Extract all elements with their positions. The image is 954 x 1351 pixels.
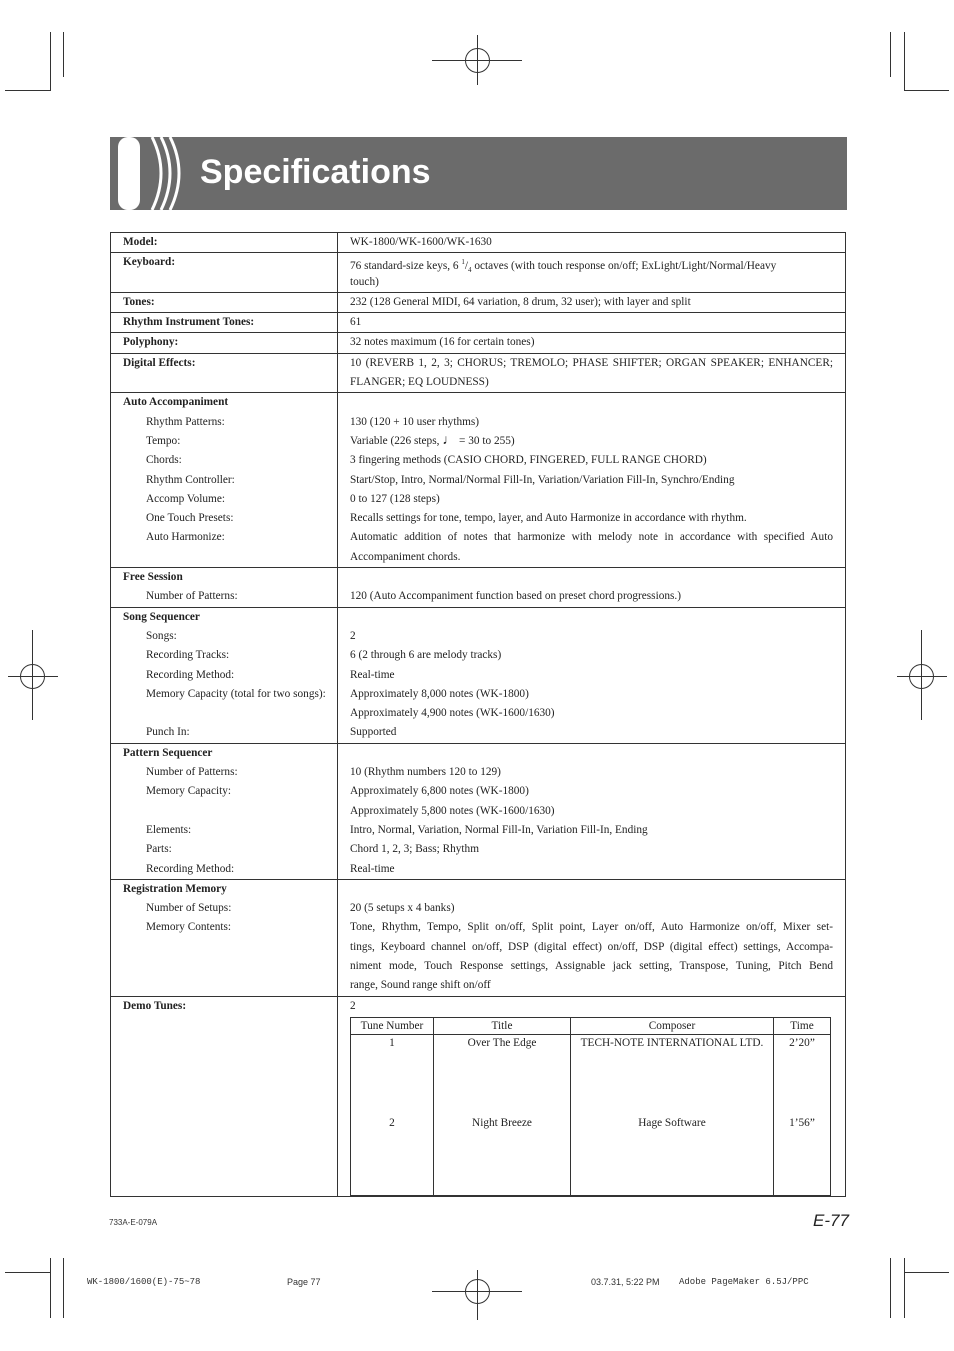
tune-time-cell: 1’56” — [774, 1115, 831, 1196]
table-row — [111, 743, 846, 879]
tune-composer-cell: TECH-NOTE INTERNATIONAL LTD. — [571, 1034, 774, 1115]
spec-label-auto-harmonize: Auto Harmonize: — [146, 531, 225, 544]
column-header-title: Title — [434, 1017, 571, 1034]
tempo-text-a: Variable (226 steps, — [350, 434, 443, 447]
spacer — [338, 568, 845, 587]
spec-value-memory-capacity: Approximately 8,000 notes (WK-1800) — [350, 687, 529, 700]
spec-value-tempo — [338, 432, 845, 451]
spec-label-ps-capacity: Memory Capacity: — [146, 785, 232, 798]
table-row — [111, 996, 846, 1196]
spacer — [338, 608, 845, 627]
section-heading-song-sequencer: Song Sequencer — [123, 610, 200, 623]
spec-value-recording-tracks: 6 (2 through 6 are melody tracks) — [350, 649, 502, 662]
demo-tunes-table — [350, 1017, 831, 1196]
spec-value-ps-method: Real-time — [350, 862, 395, 875]
table-row — [111, 353, 846, 393]
spacer — [338, 744, 845, 763]
spec-label-recording-tracks: Recording Tracks: — [146, 649, 230, 662]
spec-value-rhythm-controller: Start/Stop, Intro, Normal/Normal Fill-In, Variation/Variation Fill-In, Synchro/Ending — [350, 473, 735, 486]
spec-label-rhythm-controller: Rhythm Controller: — [146, 473, 235, 486]
spec-label-one-touch: One Touch Presets: — [146, 512, 234, 525]
spec-label-rhythm-tones: Rhythm Instrument Tones: — [123, 316, 255, 329]
spec-value-rhythm-patterns: 130 (120 + 10 user rhythms) — [350, 415, 480, 428]
spec-value-ps-capacity: Approximately 6,800 notes (WK-1800) — [350, 785, 529, 798]
spec-label-rhythm-patterns: Rhythm Patterns: — [146, 415, 225, 428]
spec-table — [110, 232, 846, 1197]
footer-page-label: Page 77 — [287, 1277, 321, 1287]
tune-title-cell: Over The Edge — [434, 1034, 571, 1115]
spec-value-punch-in: Supported — [350, 726, 397, 739]
page-number: E-77 — [813, 1211, 849, 1230]
spec-value-songs: 2 — [350, 629, 356, 642]
table-row — [111, 568, 846, 608]
footer-timestamp: 03.7.31, 5:22 PM — [591, 1277, 660, 1287]
spec-label-songs: Songs: — [146, 629, 177, 642]
spec-value-recording-method: Real-time — [350, 668, 395, 681]
spacer — [338, 880, 845, 899]
spec-value-chords: 3 fingering methods (CASIO CHORD, FINGERED, FULL RANGE CHORD) — [350, 454, 707, 467]
spec-label-tempo: Tempo: — [146, 434, 181, 447]
footer-file-name: WK-1800/1600(E)-75~78 — [87, 1277, 201, 1287]
spacer — [111, 802, 337, 821]
fraction-denominator: 4 — [468, 266, 472, 275]
bracket-decoration-icon — [110, 137, 190, 210]
spec-label-demo-tunes: Demo Tunes: — [123, 999, 187, 1012]
spec-value-polyphony: 32 notes maximum (16 for certain tones) — [350, 336, 535, 349]
spec-label-parts: Parts: — [146, 843, 172, 856]
page-title: Specifications — [200, 153, 431, 191]
section-heading-registration-memory: Registration Memory — [123, 882, 227, 895]
section-heading-pattern-sequencer: Pattern Sequencer — [123, 746, 213, 759]
spec-value-setups: 20 (5 setups x 4 banks) — [350, 902, 455, 915]
fraction-numerator: 1 — [461, 258, 465, 267]
spec-value-memory-capacity-2: Approximately 4,900 notes (WK-1600/1630) — [350, 707, 555, 720]
spec-value-ps-patterns: 10 (Rhythm numbers 120 to 129) — [350, 766, 501, 779]
spec-label-punch-in: Punch In: — [146, 726, 190, 739]
spec-value-digital-effects-cont: FLANGER; EQ LOUDNESS) — [350, 376, 489, 389]
spec-value-elements: Intro, Normal, Variation, Normal Fill-In, Variation Fill-In, Ending — [350, 823, 648, 836]
spec-label-fs-patterns: Number of Patterns: — [146, 590, 238, 603]
column-header-time: Time — [774, 1017, 831, 1034]
spec-value-keyboard-cont: touch) — [350, 275, 379, 288]
spec-label-polyphony: Polyphony: — [123, 336, 179, 349]
spacer — [111, 548, 337, 567]
demo-header-row — [351, 1017, 831, 1034]
spec-value-tones: 232 (128 General MIDI, 64 variation, 8 drum, 32 user); with layer and split — [350, 295, 691, 308]
spec-value-parts: Chord 1, 2, 3; Bass; Rhythm — [350, 843, 479, 856]
quarter-note-icon: ♩ — [442, 432, 457, 448]
tune-time-cell: 2’20” — [774, 1034, 831, 1115]
title-banner — [110, 137, 847, 210]
spec-value-demo-tunes: 2 — [350, 999, 356, 1012]
spec-label-elements: Elements: — [146, 823, 192, 836]
table-row — [111, 333, 846, 353]
keyboard-text-a: 76 standard-size keys, 6 — [350, 260, 462, 273]
column-header-tune-number: Tune Number — [351, 1017, 434, 1034]
section-heading-auto-accompaniment: Auto Accompaniment — [123, 396, 229, 409]
spec-value-memory-contents-3: niment mode, Touch Response settings, Assignable jack setting, Transpose, Tuning, Pitch Bend — [350, 959, 833, 972]
spec-label-keyboard: Keyboard: — [123, 256, 176, 269]
spec-label-model: Model: — [123, 236, 158, 248]
demo-row — [351, 1115, 831, 1196]
spec-value-auto-harmonize-cont: Accompaniment chords. — [350, 550, 461, 563]
spec-value-accomp-volume: 0 to 127 (128 steps) — [350, 492, 440, 505]
spec-value-rhythm-tones: 61 — [350, 316, 362, 329]
table-row — [111, 313, 846, 333]
tune-number-cell: 1 — [351, 1034, 434, 1115]
spec-label-memory-capacity: Memory Capacity (total for two songs): — [146, 687, 326, 700]
spec-value-memory-contents-2: tings, Keyboard channel on/off, DSP (digital effect) on/off, DSP (digital effect) settings, Accompa- — [350, 940, 833, 953]
column-header-composer: Composer — [571, 1017, 774, 1034]
spec-label-digital-effects: Digital Effects: — [123, 356, 196, 369]
spec-value-ps-capacity-2: Approximately 5,800 notes (WK-1600/1630) — [350, 804, 555, 817]
table-row — [111, 607, 846, 743]
spec-label-recording-method: Recording Method: — [146, 668, 235, 681]
spec-value-digital-effects: 10 (REVERB 1, 2, 3; CHORUS; TREMOLO; PHASE SHIFTER; ORGAN SPEAKER; ENHANCER; — [350, 356, 833, 369]
spec-value-fs-patterns: 120 (Auto Accompaniment function based on preset chord progressions.) — [350, 590, 681, 603]
spec-label-ps-patterns: Number of Patterns: — [146, 766, 238, 779]
spec-value-one-touch: Recalls settings for tone, tempo, layer, and Auto Harmonize in accordance with rhythm. — [350, 512, 747, 525]
table-row — [111, 292, 846, 312]
table-row — [111, 393, 846, 568]
spec-value-keyboard: 76 standard-size keys, 6 $^1/_4$ octaves (with touch response on/off; ExLight/Light/Normal/Heavy — [350, 258, 777, 275]
demo-row — [351, 1034, 831, 1115]
spec-value-memory-contents-4: range, Sound range shift on/off — [350, 979, 491, 992]
table-row — [111, 233, 846, 253]
tune-number-cell: 2 — [351, 1115, 434, 1196]
table-row — [111, 253, 846, 293]
spacer — [338, 393, 845, 412]
spec-label-memory-contents: Memory Contents: — [146, 921, 232, 934]
spec-label-setups: Number of Setups: — [146, 902, 232, 915]
spacer — [111, 704, 337, 723]
spec-value-memory-contents: Tone, Rhythm, Tempo, Split on/off, Split point, Layer on/off, Auto Harmonize on/off, Mixer set- — [350, 921, 833, 934]
spec-value-auto-harmonize: Automatic addition of notes that harmonize with melody note in accordance with specified Auto — [350, 531, 833, 544]
tune-composer-cell: Hage Software — [571, 1115, 774, 1196]
spec-label-chords: Chords: — [146, 454, 182, 467]
spec-value-model: WK-1800/WK-1600/WK-1630 — [350, 236, 492, 248]
section-heading-free-session: Free Session — [123, 571, 183, 584]
keyboard-text-b: octaves (with touch response on/off; ExLight/Light/Normal/Heavy — [471, 260, 777, 273]
tune-title-cell: Night Breeze — [434, 1115, 571, 1196]
tempo-text-b: = 30 to 255) — [456, 434, 515, 447]
footer-software: Adobe PageMaker 6.5J/PPC — [679, 1277, 809, 1287]
spec-label-tones: Tones: — [123, 295, 155, 308]
spec-label-ps-method: Recording Method: — [146, 862, 235, 875]
document-code: 733A-E-079A — [109, 1218, 158, 1227]
table-row — [111, 879, 846, 996]
spec-label-accomp-volume: Accomp Volume: — [146, 492, 225, 505]
